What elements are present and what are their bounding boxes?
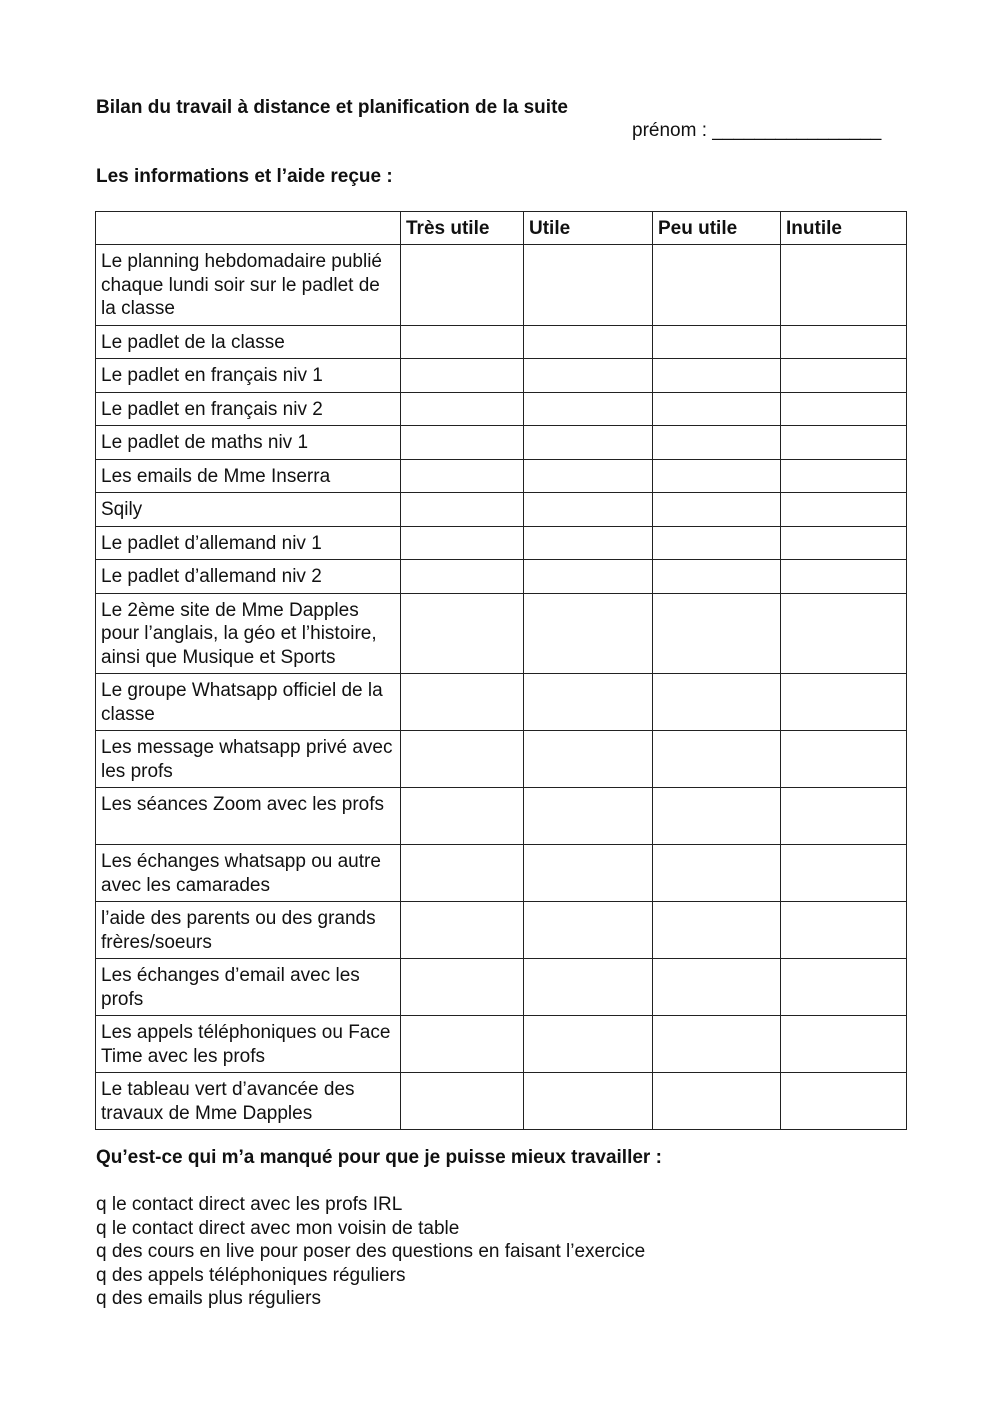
- rating-cell-inutile[interactable]: [781, 526, 907, 560]
- rating-cell-inutile[interactable]: [781, 959, 907, 1016]
- column-header-item: [96, 212, 401, 245]
- column-header-peu-utile: Peu utile: [653, 212, 781, 245]
- rating-cell-utile[interactable]: [524, 731, 653, 788]
- rating-cell-peu-utile[interactable]: [653, 359, 781, 393]
- rating-cell-peu-utile[interactable]: [653, 731, 781, 788]
- rating-cell-inutile[interactable]: [781, 593, 907, 674]
- rating-cell-utile[interactable]: [524, 593, 653, 674]
- rating-cell-utile[interactable]: [524, 493, 653, 527]
- table-row: [96, 526, 907, 560]
- rating-cell-peu-utile[interactable]: [653, 959, 781, 1016]
- table-row: [96, 325, 907, 359]
- rating-cell-inutile[interactable]: [781, 359, 907, 393]
- table-row: [96, 560, 907, 594]
- rating-cell-utile[interactable]: [524, 959, 653, 1016]
- rating-cell-inutile[interactable]: [781, 788, 907, 845]
- rating-cell-utile[interactable]: [524, 560, 653, 594]
- row-label: Les emails de Mme Inserra: [96, 459, 401, 493]
- table-row: [96, 493, 907, 527]
- rating-cell-peu-utile[interactable]: [653, 674, 781, 731]
- rating-cell-utile[interactable]: [524, 526, 653, 560]
- column-header-tres-utile: Très utile: [401, 212, 524, 245]
- row-label: Le groupe Whatsapp officiel de la classe: [96, 674, 401, 731]
- rating-cell-utile[interactable]: [524, 426, 653, 460]
- missing-options-list: [96, 1193, 645, 1311]
- rating-cell-tres-utile[interactable]: [401, 560, 524, 594]
- rating-cell-inutile[interactable]: [781, 325, 907, 359]
- rating-cell-tres-utile[interactable]: [401, 493, 524, 527]
- rating-cell-tres-utile[interactable]: [401, 959, 524, 1016]
- table-row: [96, 902, 907, 959]
- page-title: Bilan du travail à distance et planification de la suite: [96, 97, 568, 118]
- rating-cell-inutile[interactable]: [781, 1073, 907, 1130]
- rating-cell-peu-utile[interactable]: [653, 493, 781, 527]
- table-row: [96, 245, 907, 326]
- rating-cell-utile[interactable]: [524, 359, 653, 393]
- table-row: [96, 359, 907, 393]
- rating-cell-tres-utile[interactable]: [401, 674, 524, 731]
- section-heading-missing: Qu’est-ce qui m’a manqué pour que je puisse mieux travailler :: [96, 1147, 662, 1168]
- rating-cell-utile[interactable]: [524, 245, 653, 326]
- row-label: Le padlet en français niv 2: [96, 392, 401, 426]
- rating-cell-peu-utile[interactable]: [653, 392, 781, 426]
- rating-cell-tres-utile[interactable]: [401, 325, 524, 359]
- rating-cell-tres-utile[interactable]: [401, 526, 524, 560]
- row-label: Le 2ème site de Mme Dapples pour l’anglais, la géo et l’histoire, ainsi que Musique et Sports: [96, 593, 401, 674]
- rating-cell-inutile[interactable]: [781, 560, 907, 594]
- rating-cell-tres-utile[interactable]: [401, 1073, 524, 1130]
- table-row: [96, 674, 907, 731]
- rating-cell-inutile[interactable]: [781, 674, 907, 731]
- row-label: Le tableau vert d’avancée des travaux de Mme Dapples: [96, 1073, 401, 1130]
- rating-cell-tres-utile[interactable]: [401, 426, 524, 460]
- rating-cell-tres-utile[interactable]: [401, 359, 524, 393]
- rating-cell-peu-utile[interactable]: [653, 560, 781, 594]
- row-label: Les message whatsapp privé avec les profs: [96, 731, 401, 788]
- rating-cell-peu-utile[interactable]: [653, 788, 781, 845]
- table-row: [96, 426, 907, 460]
- column-header-utile: Utile: [524, 212, 653, 245]
- rating-cell-tres-utile[interactable]: [401, 392, 524, 426]
- rating-cell-inutile[interactable]: [781, 731, 907, 788]
- rating-cell-peu-utile[interactable]: [653, 1016, 781, 1073]
- table-row: [96, 788, 907, 845]
- rating-cell-inutile[interactable]: [781, 902, 907, 959]
- column-header-inutile: Inutile: [781, 212, 907, 245]
- rating-cell-utile[interactable]: [524, 674, 653, 731]
- table-row: [96, 731, 907, 788]
- row-label: Sqily: [96, 493, 401, 527]
- table-row: [96, 959, 907, 1016]
- rating-cell-tres-utile[interactable]: [401, 845, 524, 902]
- rating-cell-utile[interactable]: [524, 902, 653, 959]
- rating-cell-tres-utile[interactable]: [401, 593, 524, 674]
- rating-cell-peu-utile[interactable]: [653, 1073, 781, 1130]
- rating-cell-inutile[interactable]: [781, 1016, 907, 1073]
- rating-cell-utile[interactable]: [524, 845, 653, 902]
- row-label: Les échanges d’email avec les profs: [96, 959, 401, 1016]
- checkbox-option[interactable]: q des emails plus réguliers: [96, 1288, 321, 1310]
- checkbox-option[interactable]: q des cours en live pour poser des questions en faisant l’exercice: [96, 1241, 646, 1263]
- rating-cell-tres-utile[interactable]: [401, 459, 524, 493]
- rating-cell-inutile[interactable]: [781, 392, 907, 426]
- row-label: l’aide des parents ou des grands frères/soeurs: [96, 902, 401, 959]
- checkbox-option[interactable]: q le contact direct avec les profs IRL: [96, 1194, 403, 1215]
- rating-cell-utile[interactable]: [524, 459, 653, 493]
- table-row: [96, 459, 907, 493]
- name-field[interactable]: prénom : ________________: [632, 120, 882, 141]
- table-header-row: [96, 212, 907, 245]
- row-label: Le padlet de la classe: [96, 325, 401, 359]
- rating-cell-peu-utile[interactable]: [653, 245, 781, 326]
- row-label: Le planning hebdomadaire publié chaque lundi soir sur le padlet de la classe: [96, 245, 401, 326]
- rating-cell-inutile[interactable]: [781, 493, 907, 527]
- rating-cell-inutile[interactable]: [781, 245, 907, 326]
- row-label: Le padlet en français niv 1: [96, 359, 401, 393]
- table-row: [96, 845, 907, 902]
- rating-cell-utile[interactable]: [524, 325, 653, 359]
- rating-cell-peu-utile[interactable]: [653, 845, 781, 902]
- rating-cell-peu-utile[interactable]: [653, 459, 781, 493]
- rating-cell-tres-utile[interactable]: [401, 731, 524, 788]
- rating-cell-peu-utile[interactable]: [653, 902, 781, 959]
- rating-cell-utile[interactable]: [524, 1016, 653, 1073]
- rating-cell-inutile[interactable]: [781, 845, 907, 902]
- table-row: [96, 1073, 907, 1130]
- row-label: Le padlet de maths niv 1: [96, 426, 401, 460]
- row-label: Le padlet d’allemand niv 1: [96, 526, 401, 560]
- row-label: Les échanges whatsapp ou autre avec les camarades: [96, 845, 401, 902]
- row-label: Le padlet d’allemand niv 2: [96, 560, 401, 594]
- rating-cell-tres-utile[interactable]: [401, 245, 524, 326]
- row-label: Les appels téléphoniques ou Face Time avec les profs: [96, 1016, 401, 1073]
- rating-cell-peu-utile[interactable]: [653, 526, 781, 560]
- row-label: Les séances Zoom avec les profs: [96, 788, 401, 845]
- rating-cell-utile[interactable]: [524, 392, 653, 426]
- table-row: [96, 1016, 907, 1073]
- rating-cell-tres-utile[interactable]: [401, 788, 524, 845]
- table-row: [96, 392, 907, 426]
- table-row: [96, 593, 907, 674]
- rating-cell-peu-utile[interactable]: [653, 593, 781, 674]
- rating-table: [95, 211, 907, 1130]
- rating-cell-utile[interactable]: [524, 788, 653, 845]
- rating-cell-inutile[interactable]: [781, 459, 907, 493]
- checkbox-option[interactable]: q le contact direct avec mon voisin de table: [96, 1217, 460, 1239]
- rating-cell-peu-utile[interactable]: [653, 325, 781, 359]
- rating-cell-tres-utile[interactable]: [401, 1016, 524, 1073]
- rating-cell-utile[interactable]: [524, 1073, 653, 1130]
- rating-cell-inutile[interactable]: [781, 426, 907, 460]
- section-heading-information: Les informations et l’aide reçue :: [96, 166, 393, 187]
- rating-cell-peu-utile[interactable]: [653, 426, 781, 460]
- checkbox-option[interactable]: q des appels téléphoniques réguliers: [96, 1264, 406, 1286]
- rating-cell-tres-utile[interactable]: [401, 902, 524, 959]
